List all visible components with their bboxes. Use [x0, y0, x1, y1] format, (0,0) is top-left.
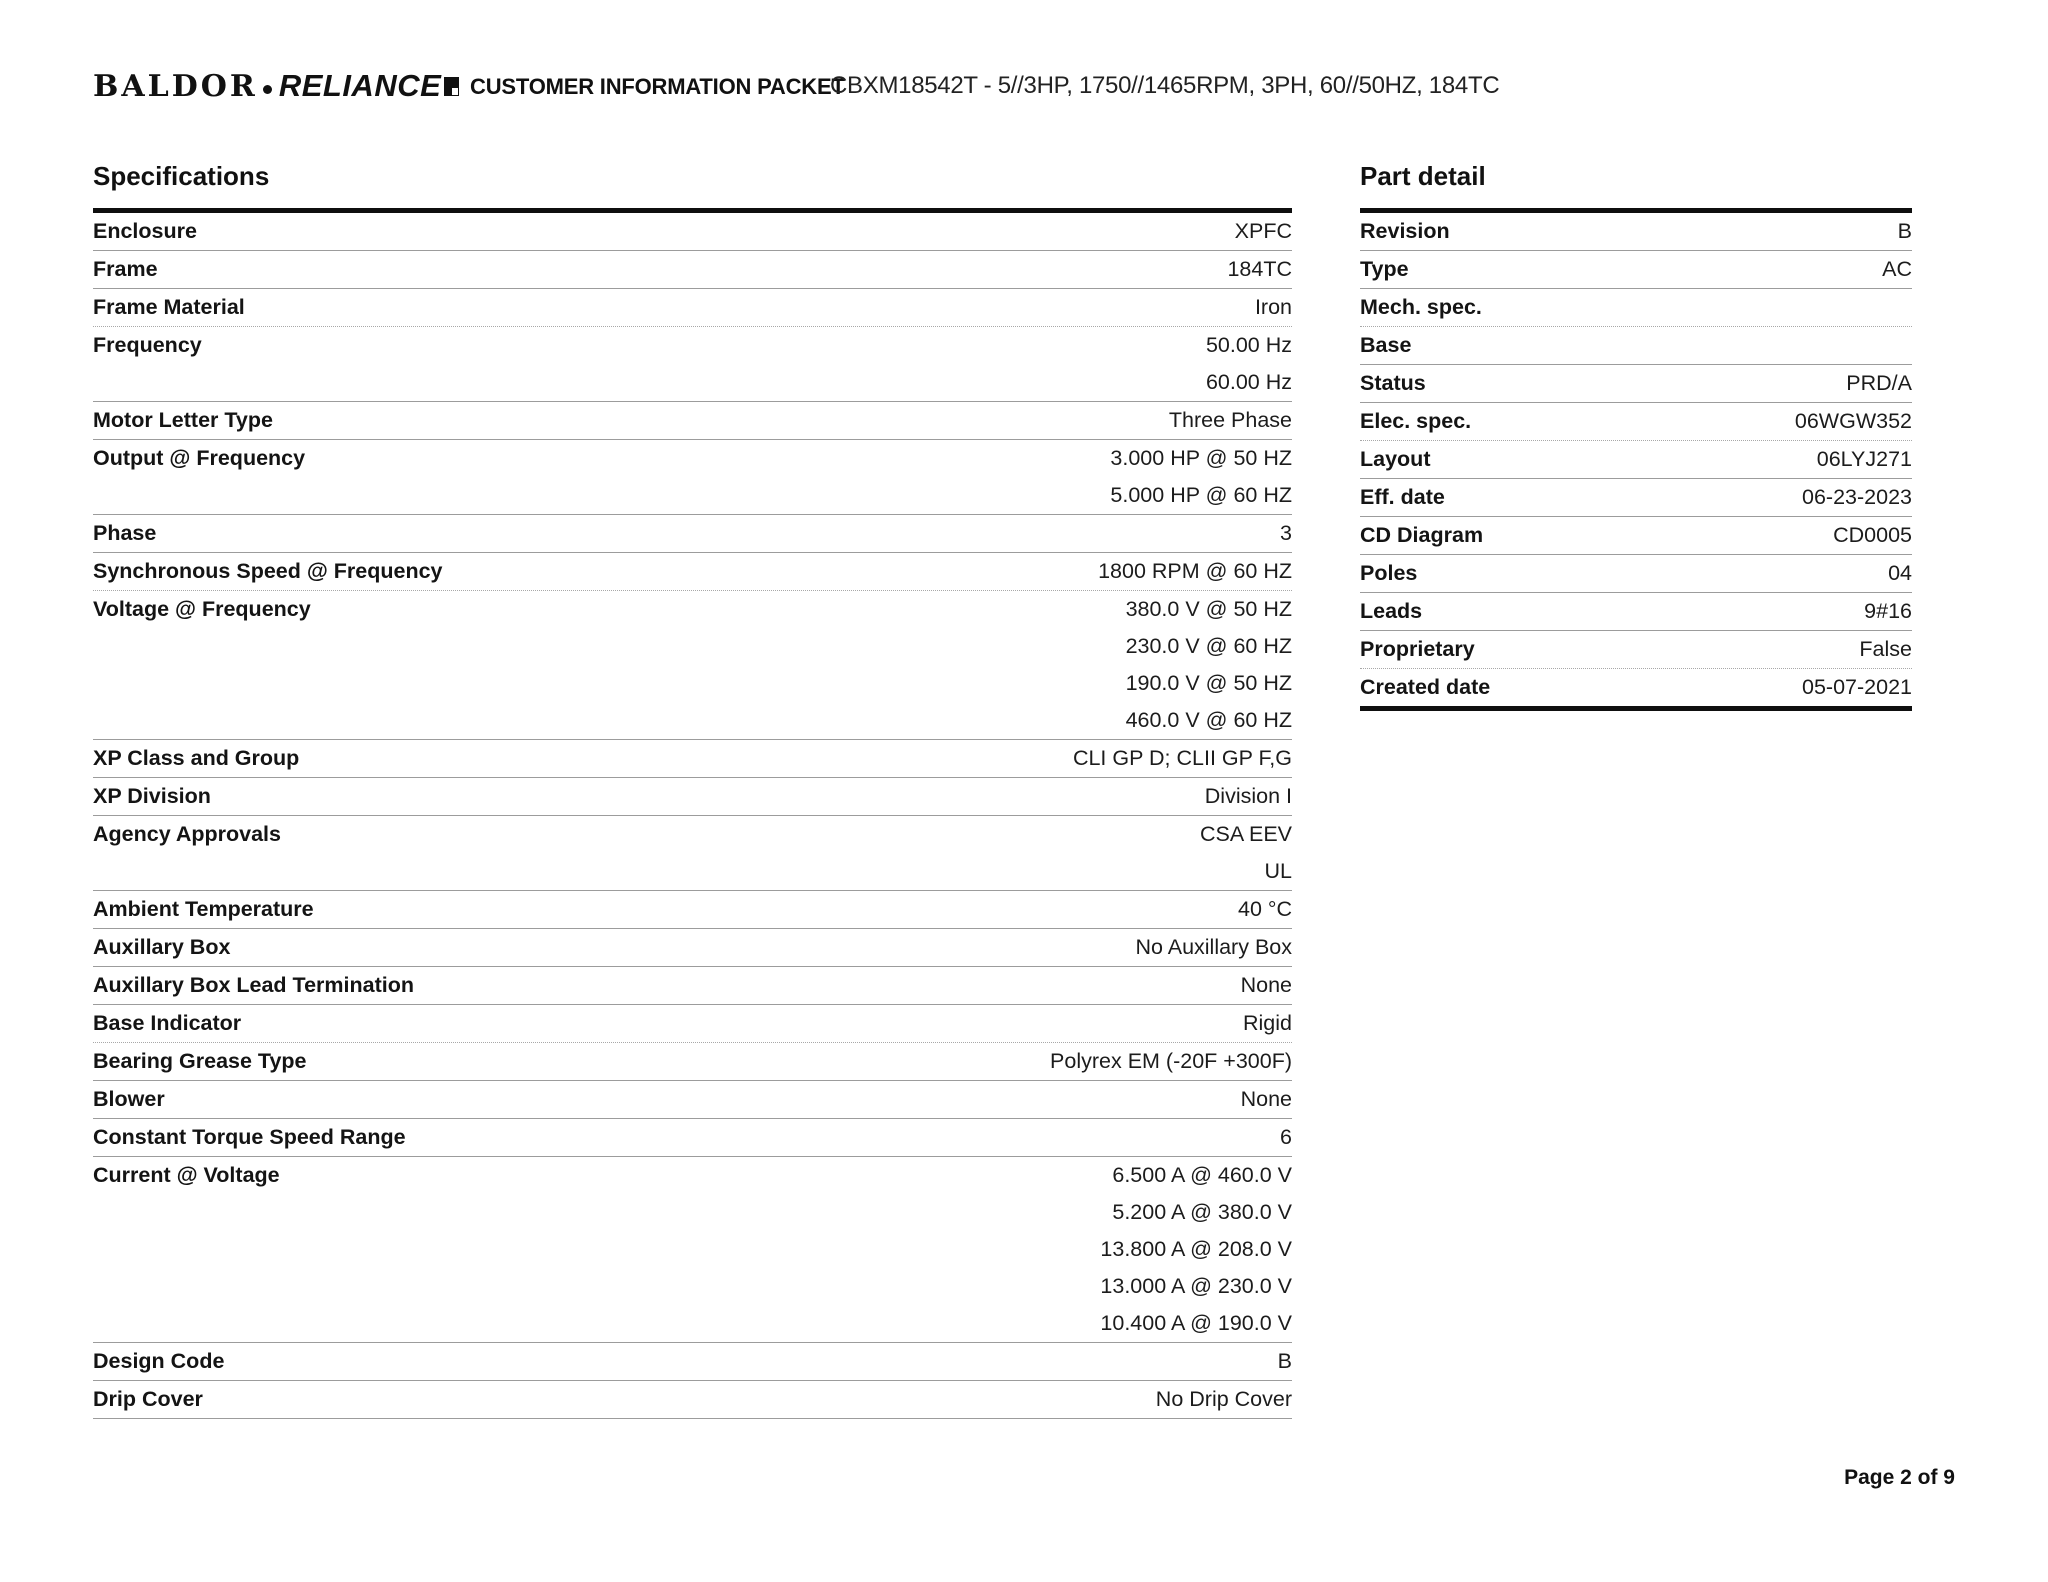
row-value: CD0005 — [1833, 523, 1912, 547]
table-row — [93, 553, 1292, 591]
table-row — [93, 591, 1292, 740]
table-row — [93, 967, 1292, 1005]
row-label: XP Division — [93, 784, 211, 808]
row-value: 04 — [1888, 561, 1912, 585]
row-label: Auxillary Box — [93, 935, 231, 959]
row-value: Iron — [1254, 295, 1292, 319]
row-label: CD Diagram — [1360, 523, 1484, 547]
row-label: Layout — [1360, 447, 1431, 471]
row-value: 460.0 V @ 60 HZ — [1125, 708, 1292, 732]
row-values — [1795, 403, 1912, 440]
table-row — [1360, 555, 1912, 593]
row-label: Base — [1360, 333, 1412, 357]
row-values — [1169, 402, 1292, 439]
document-title: CUSTOMER INFORMATION PACKET — [470, 74, 845, 99]
row-value: Polyrex EM (-20F +300F) — [1050, 1049, 1292, 1073]
row-values — [1156, 1381, 1292, 1418]
row-values — [1227, 251, 1292, 288]
row-value: 190.0 V @ 50 HZ — [1125, 671, 1292, 695]
specifications-section — [93, 158, 1292, 1419]
row-values — [1817, 441, 1912, 478]
table-row — [93, 778, 1292, 816]
row-value: 6 — [1280, 1125, 1292, 1149]
row-values — [1073, 740, 1292, 777]
row-value: 06LYJ271 — [1816, 447, 1912, 471]
row-values — [1280, 1119, 1292, 1156]
row-value: 13.800 A @ 208.0 V — [1100, 1237, 1292, 1261]
table-row — [1360, 669, 1912, 706]
row-value: 9#16 — [1864, 599, 1912, 623]
row-value: UL — [1264, 859, 1292, 883]
row-label: Blower — [93, 1087, 165, 1111]
row-value: 230.0 V @ 60 HZ — [1125, 634, 1292, 658]
row-label: Leads — [1360, 599, 1423, 623]
row-label: Elec. spec. — [1360, 409, 1472, 433]
row-values — [1206, 327, 1292, 401]
specifications-table — [93, 208, 1292, 1419]
logo-registered-mark-icon — [444, 77, 459, 96]
table-row — [93, 440, 1292, 515]
row-value: CLI GP D; CLII GP F,G — [1072, 746, 1292, 770]
row-value: 5.000 HP @ 60 HZ — [1110, 483, 1292, 507]
row-value: Division I — [1204, 784, 1292, 808]
row-label: Revision — [1360, 219, 1450, 243]
table-row — [93, 1157, 1292, 1343]
table-row — [93, 891, 1292, 929]
row-values — [1888, 555, 1912, 592]
row-label: Design Code — [93, 1349, 225, 1373]
row-value: 3.000 HP @ 50 HZ — [1110, 446, 1292, 470]
row-value: 05-07-2021 — [1802, 675, 1912, 699]
row-label: Type — [1360, 257, 1409, 281]
specifications-heading: Specifications — [93, 161, 270, 191]
table-row — [93, 1343, 1292, 1381]
part-detail-table — [1360, 208, 1912, 711]
row-label: Motor Letter Type — [93, 408, 273, 432]
row-values — [1238, 891, 1292, 928]
row-value: PRD/A — [1846, 371, 1912, 395]
row-values — [1050, 1043, 1292, 1080]
row-value: 60.00 Hz — [1205, 370, 1292, 394]
row-label: Proprietary — [1360, 637, 1475, 661]
table-row — [1360, 441, 1912, 479]
row-label: Constant Torque Speed Range — [93, 1125, 406, 1149]
row-values — [1235, 213, 1292, 250]
row-value: 13.000 A @ 230.0 V — [1100, 1274, 1292, 1298]
row-label: Synchronous Speed @ Frequency — [93, 559, 443, 583]
row-value: Rigid — [1243, 1011, 1292, 1035]
table-row — [93, 1119, 1292, 1157]
row-label: Auxillary Box Lead Termination — [93, 973, 414, 997]
row-value: 1800 RPM @ 60 HZ — [1098, 559, 1292, 583]
row-label: Created date — [1360, 675, 1491, 699]
row-label: Ambient Temperature — [93, 897, 314, 921]
row-value: No Auxillary Box — [1135, 935, 1292, 959]
row-values — [1126, 591, 1292, 739]
row-values — [1864, 593, 1912, 630]
row-values — [1241, 1081, 1292, 1118]
logo-baldor-text: BALDOR — [93, 69, 258, 104]
row-label: Poles — [1360, 561, 1418, 585]
row-label: XP Class and Group — [93, 746, 300, 770]
table-row — [1360, 213, 1912, 251]
row-value: 3 — [1280, 521, 1292, 545]
row-value: B — [1897, 219, 1912, 243]
table-row — [93, 816, 1292, 891]
row-label: Frame Material — [93, 295, 245, 319]
table-row — [93, 251, 1292, 289]
table-row — [1360, 479, 1912, 517]
row-value: AC — [1882, 257, 1912, 281]
row-values — [1278, 1343, 1292, 1380]
table-row — [93, 515, 1292, 553]
row-values — [1882, 251, 1912, 288]
row-label: Frame — [93, 257, 158, 281]
row-value: 10.400 A @ 190.0 V — [1100, 1311, 1292, 1335]
table-row — [1360, 365, 1912, 403]
row-value: 5.200 A @ 380.0 V — [1112, 1200, 1292, 1224]
row-values — [1241, 967, 1292, 1004]
row-label: Frequency — [93, 333, 202, 357]
table-row — [93, 289, 1292, 327]
row-value: 380.0 V @ 50 HZ — [1125, 597, 1292, 621]
table-row — [1360, 403, 1912, 441]
row-value: 06-23-2023 — [1802, 485, 1912, 509]
page-number: Page 2 of 9 — [1844, 1466, 1955, 1489]
row-label: Voltage @ Frequency — [93, 597, 311, 621]
table-row — [1360, 593, 1912, 631]
row-label: Base Indicator — [93, 1011, 242, 1035]
row-values — [1802, 669, 1912, 706]
row-values — [1833, 517, 1912, 554]
baldor-reliance-logo — [93, 68, 459, 104]
row-values — [1255, 289, 1292, 326]
table-row — [93, 929, 1292, 967]
table-row — [93, 213, 1292, 251]
row-label: Output @ Frequency — [93, 446, 306, 470]
part-detail-heading: Part detail — [1360, 161, 1486, 191]
table-row — [1360, 251, 1912, 289]
table-row — [93, 1005, 1292, 1043]
row-values — [1098, 553, 1292, 590]
row-values — [1135, 929, 1292, 966]
table-row — [93, 327, 1292, 402]
row-value: XPFC — [1234, 219, 1292, 243]
row-values — [1802, 479, 1912, 516]
row-value: 40 °C — [1237, 897, 1292, 921]
row-label: Current @ Voltage — [93, 1163, 280, 1187]
row-label: Status — [1360, 371, 1426, 395]
table-row — [93, 402, 1292, 440]
table-row — [93, 1043, 1292, 1081]
row-label: Bearing Grease Type — [93, 1049, 307, 1073]
row-values — [1205, 778, 1292, 815]
table-row — [1360, 327, 1912, 365]
row-values — [1898, 213, 1912, 250]
row-value: CSA EEV — [1199, 822, 1292, 846]
table-row — [1360, 631, 1912, 669]
row-values — [1110, 440, 1292, 514]
row-value: 50.00 Hz — [1205, 333, 1292, 357]
table-row — [93, 740, 1292, 778]
table-row — [93, 1081, 1292, 1119]
document-subtitle: CBXM18542T - 5//3HP, 1750//1465RPM, 3PH, 60//50HZ, 184TC — [830, 72, 1500, 99]
row-label: Mech. spec. — [1360, 295, 1482, 319]
row-value: 6.500 A @ 460.0 V — [1112, 1163, 1292, 1187]
row-value: False — [1859, 637, 1912, 661]
table-row — [1360, 517, 1912, 555]
row-value: B — [1277, 1349, 1292, 1373]
row-label: Phase — [93, 521, 157, 545]
row-value: 06WGW352 — [1794, 409, 1912, 433]
row-values — [1200, 816, 1292, 890]
row-label: Enclosure — [93, 219, 197, 243]
row-value: Three Phase — [1168, 408, 1292, 432]
row-value: None — [1240, 973, 1292, 997]
logo-reliance-text: RELIANCE — [278, 68, 442, 103]
part-detail-section — [1360, 158, 1912, 711]
row-values — [1280, 515, 1292, 552]
row-values — [1846, 365, 1912, 402]
row-values — [1859, 631, 1912, 668]
row-value: None — [1240, 1087, 1292, 1111]
row-value: No Drip Cover — [1155, 1387, 1292, 1411]
row-values — [1100, 1157, 1292, 1342]
row-value: 184TC — [1227, 257, 1292, 281]
row-label: Drip Cover — [93, 1387, 203, 1411]
table-row — [1360, 289, 1912, 327]
row-values — [1243, 1005, 1292, 1042]
table-row — [93, 1381, 1292, 1419]
logo-dot-icon — [263, 85, 272, 94]
row-label: Eff. date — [1360, 485, 1445, 509]
row-label: Agency Approvals — [93, 822, 281, 846]
